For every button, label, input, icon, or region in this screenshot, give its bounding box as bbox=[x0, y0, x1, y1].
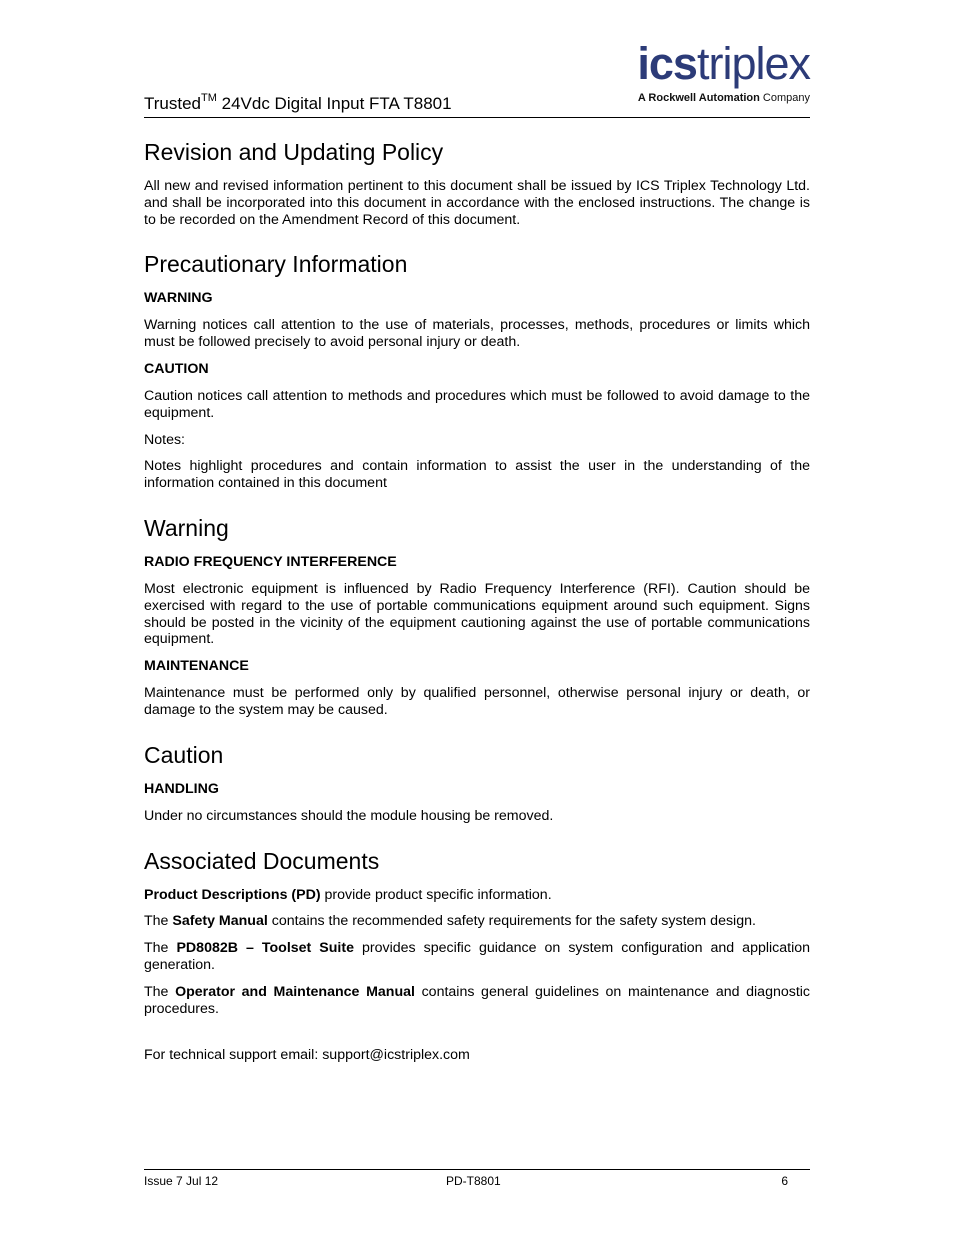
notes-label: Notes: bbox=[144, 431, 186, 448]
operator-maintenance-text: The Operator and Maintenance Manual contains general guidelines on maintenance and diagnostic procedures. bbox=[144, 983, 811, 1017]
heading-warning: Warning bbox=[144, 514, 229, 541]
page-footer bbox=[144, 1169, 810, 1188]
logo-triplex-text: triplex bbox=[696, 38, 810, 89]
logo-tagline: A Rockwell Automation Company bbox=[637, 92, 810, 104]
issue-date: Issue 7 Jul 12 bbox=[144, 1174, 219, 1188]
rfi-label: RADIO FREQUENCY INTERFERENCE bbox=[144, 553, 397, 570]
maintenance-label: MAINTENANCE bbox=[144, 658, 249, 675]
product-descriptions-text: Product Descriptions (PD) provide product specific information. bbox=[144, 886, 552, 903]
document-title: Trusted™ 24Vdc Digital Input FTA T8801 bbox=[144, 92, 452, 113]
technical-support-email: For technical support email: support@icstriplex.com bbox=[144, 1047, 470, 1064]
caution-notice-text: Caution notices call attention to methods and procedures which must be followed to avoid damage to the equipment. bbox=[144, 387, 810, 421]
page-header bbox=[144, 40, 810, 118]
handling-label: HANDLING bbox=[144, 780, 219, 797]
revision-policy-text: All new and revised information pertinent to this document shall be issued by ICS Triplex Technology Ltd. and shall be incorporated into this document in accordance with the enclosed instructions. The change is to be recorded on the Amendment Record of this document. bbox=[144, 178, 810, 228]
notes-text: Notes highlight procedures and contain information to assist the user in the understanding of the information contained in this document bbox=[144, 458, 810, 492]
document-code: PD-T8801 bbox=[446, 1174, 501, 1188]
document-page bbox=[144, 0, 810, 1235]
trademark-superscript: TM bbox=[201, 92, 217, 104]
page-number: 6 bbox=[781, 1174, 788, 1188]
heading-revision-policy: Revision and Updating Policy bbox=[144, 139, 444, 165]
handling-text: Under no circumstances should the module housing be removed. bbox=[144, 807, 554, 824]
logo-ics-text: ics bbox=[637, 38, 697, 89]
page-content bbox=[144, 138, 810, 1074]
safety-manual-text: The Safety Manual contains the recommended safety requirements for the safety system design. bbox=[144, 913, 756, 930]
maintenance-text: Maintenance must be performed only by qualified personnel, otherwise personal injury or death, or damage to the system may be caused. bbox=[144, 685, 810, 718]
toolset-suite-text: The PD8082B – Toolset Suite provides specific guidance on system configuration and application generation. bbox=[144, 940, 811, 973]
heading-associated-documents: Associated Documents bbox=[144, 847, 380, 874]
caution-label: CAUTION bbox=[144, 360, 209, 377]
heading-precautionary-information: Precautionary Information bbox=[144, 251, 408, 278]
heading-caution: Caution bbox=[144, 741, 224, 768]
rfi-text: Most electronic equipment is influenced by Radio Frequency Interference (RFI). Caution should be exercised with regard to the use of portable communications equipment around such equipment. Signs should be posted in the vicinity of the equipment cautioning against the use of portable communications equipment. bbox=[144, 580, 810, 648]
ics-triplex-logo bbox=[598, 40, 810, 110]
warning-notice-text: Warning notices call attention to the use of materials, processes, methods, procedures or limits which must be followed precisely to avoid personal injury or death. bbox=[144, 317, 810, 351]
warning-label: WARNING bbox=[144, 290, 213, 307]
